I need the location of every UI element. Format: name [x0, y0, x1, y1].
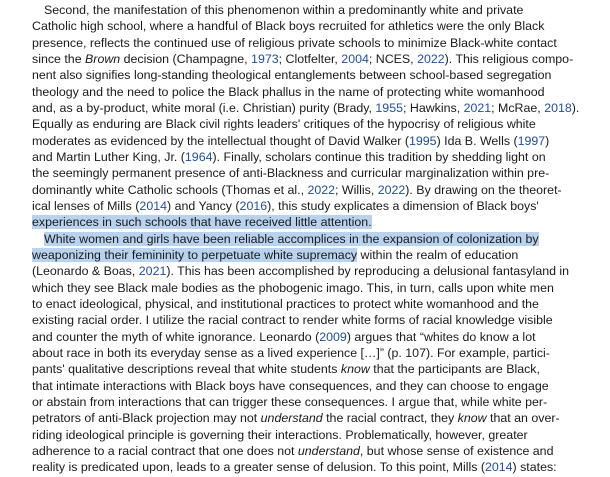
text-span: or abstain from interactions that can trigger these consequences. I argue that, while white per-	[32, 394, 548, 409]
text-span: , but whose sense of existence and	[359, 443, 554, 458]
text-span: ).	[571, 100, 580, 115]
text-span: Equally as enduring are Black civil rights leaders' critiques of the hypocrisy of religious white	[32, 117, 536, 132]
text-span: adherence to a racial contract that one does not	[32, 443, 298, 458]
text-span: existing racial order. I utilize the racial contract to render white forms of racial knowledge visible	[32, 313, 553, 328]
citation-link[interactable]: 1964	[184, 149, 213, 164]
citation-link[interactable]: 2022	[307, 182, 336, 197]
text-span: understand	[297, 443, 360, 458]
text-span: ). By drawing on the theoret-	[405, 182, 562, 197]
text-span: about race in both its everyday sense as a lived experience […]” (p. 107). For example, partici-	[32, 345, 550, 360]
citation-link[interactable]: 2014	[139, 198, 167, 213]
text-span: Second, the manifestation of this phenomenon within a predominantly white and private	[44, 3, 524, 17]
text-span: within the realm of education	[357, 247, 519, 262]
text-span: understand	[260, 411, 323, 426]
text-span: know	[457, 411, 487, 426]
text-span: theology and the need to police the Black phallus in the name of protecting white womanhood	[32, 84, 545, 99]
citation-link[interactable]: 1973	[251, 51, 279, 66]
text-span: ), this study explicates a dimension of Black boys'	[267, 198, 539, 213]
text-span: pants' qualitative descriptions reveal that white students	[32, 362, 341, 377]
citation-link[interactable]: 2021	[138, 264, 167, 279]
text-span: ; Willis,	[335, 182, 378, 197]
text-span: to enact ideological, physical, and institutional practices to protect white womanhood and the	[32, 296, 539, 311]
citation-link[interactable]: 2016	[239, 198, 268, 213]
text-span: ; NCES,	[368, 51, 418, 66]
highlighted-text: weaponizing their femininity to perpetuate white supremacy	[32, 247, 358, 262]
citation-link[interactable]: 2014	[484, 460, 513, 475]
text-span: that an over-	[486, 411, 560, 426]
text-span: ; McRae,	[491, 100, 545, 115]
text-span: ) Ida B. Wells (	[436, 133, 518, 148]
text-span: the racial contract, they	[322, 411, 458, 426]
text-span: decision (Champagne,	[120, 51, 252, 66]
text-span: ). This has been accomplished by reproducing a delusional fantasyland in	[166, 264, 570, 279]
text-span: that the participants are Black,	[369, 362, 540, 377]
text-span: (Leonardo & Boas,	[32, 264, 139, 279]
text-span: )	[545, 133, 550, 148]
text-span: dominantly white Catholic schools (Thomas et al.,	[32, 182, 308, 197]
text-span: which they see Black male bodies as the phobogenic imago. This, in turn, calls upon white men	[32, 280, 554, 295]
text-span: and Martin Luther King, Jr. (	[32, 149, 185, 164]
citation-link[interactable]: 1995	[408, 133, 437, 148]
text-line	[32, 458, 557, 477]
text-span: ; Hawkins,	[402, 100, 464, 115]
text-span: and counter the myth of white ignorance. Leonardo (	[32, 329, 320, 344]
citation-link[interactable]: 2009	[319, 329, 347, 344]
text-span: ). Finally, scholars continue this tradition by shedding light on	[212, 149, 546, 164]
text-span: ). This religious compo-	[444, 51, 574, 66]
text-span: nent also signifies long-standing theological entanglements between school-based segregation	[32, 68, 552, 83]
citation-link[interactable]: 2018	[544, 100, 572, 115]
text-span: the seemingly permanent presence of anti-Blackness and curricular marginalization within pre-	[32, 166, 550, 181]
citation-link[interactable]: 2021	[463, 100, 492, 115]
text-span: know	[340, 362, 370, 377]
text-span: moderates as evidenced by the intellectual thought of David Walker (	[32, 133, 409, 148]
text-span: riding ideological principle is governing their interactions. Problematically, however, greater	[32, 427, 528, 442]
citation-link[interactable]: 1955	[375, 100, 403, 115]
text-span: ) argues that “whites do know a lot	[346, 329, 536, 344]
text-span: ical lenses of Mills (	[32, 198, 140, 213]
text-span: that intimate interactions with Black boys have consequences, and they can choose to engage	[32, 378, 549, 393]
text-span: presence, reflects the continued use of religious private schools to minimize Black-white contact	[32, 35, 557, 50]
citation-link[interactable]: 2022	[417, 51, 445, 66]
text-span: ) states:	[512, 460, 557, 475]
text-span: Catholic high school, where a handful of Black boys recruited for athletics were the only Black	[32, 19, 545, 34]
text-span: since the	[32, 51, 86, 66]
text-span: ) and Yancy (	[167, 198, 240, 213]
citation-link[interactable]: 1997	[517, 133, 546, 148]
text-span: ; Clotfelter,	[278, 51, 342, 66]
text-span: Brown	[85, 51, 121, 66]
text-span: reality is predicated upon, leads to a greater sense of delusion. To this point, Mills (	[32, 460, 485, 475]
highlighted-text: experiences in such schools that have received little attention.	[32, 215, 372, 230]
text-span: petrators of anti-Black projection may not	[32, 411, 261, 426]
highlighted-text: White women and girls have been reliable accomplices in the expansion of colonization by	[44, 231, 539, 246]
citation-link[interactable]: 2004	[341, 51, 369, 66]
citation-link[interactable]: 2022	[377, 182, 406, 197]
text-span: and, as a by-product, white moral (i.e. Christian) purity (Brady,	[32, 100, 376, 115]
